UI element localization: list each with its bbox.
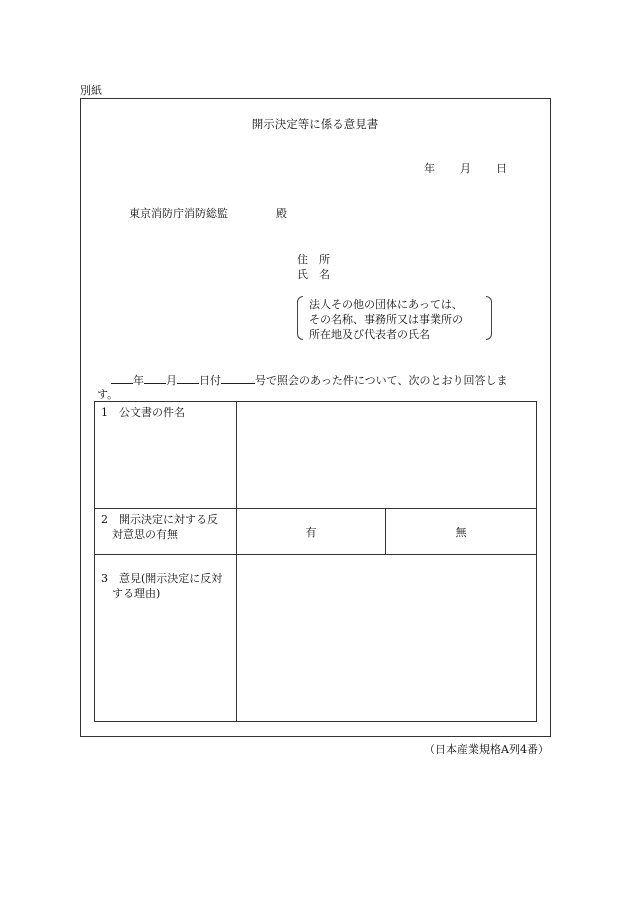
date-year-label: 年: [424, 162, 435, 175]
table-row-subject: [95, 402, 537, 509]
sentence-rest: 号で照会のあった件について、次のとおり回答しま: [255, 374, 508, 387]
blank-year[interactable]: [111, 372, 133, 384]
option-yes: 有: [305, 525, 317, 539]
opinion-label-line-1: 3 意見(開示決定に反対: [101, 572, 223, 585]
blank-month[interactable]: [144, 372, 166, 384]
option-no: 無: [455, 525, 467, 539]
reply-sentence-continuation: す。: [97, 388, 119, 401]
blank-number[interactable]: [221, 372, 255, 384]
subject-label-cell: [95, 402, 237, 509]
sentence-day-dated: 日付: [199, 374, 221, 387]
left-bracket: [297, 296, 303, 340]
sentence-year: 年: [133, 374, 144, 387]
addressee-name: 東京消防庁消防総監: [129, 207, 228, 220]
appendix-label: 別紙: [80, 84, 102, 97]
reply-sentence: [111, 372, 507, 388]
sentence-month: 月: [166, 374, 177, 387]
corporate-note-line-1: 法人その他の団体にあっては、: [309, 298, 463, 311]
sender-address-label: 住 所: [297, 253, 330, 266]
date-month-label: 月: [460, 162, 471, 175]
date-day-label: 日: [496, 162, 507, 175]
document-title: 開示決定等に係る意見書: [251, 117, 379, 131]
blank-day[interactable]: [177, 372, 199, 384]
option-no-cell[interactable]: [386, 509, 537, 555]
right-bracket: [486, 296, 492, 340]
objection-label-line-2: 対意思の有無: [101, 528, 178, 541]
addressee-honorific: 殿: [276, 207, 287, 220]
opinion-label-cell: [95, 555, 237, 722]
subject-entry-cell[interactable]: [237, 402, 537, 509]
corporate-note: [297, 296, 492, 340]
opinion-entry-cell[interactable]: [237, 555, 537, 722]
corporate-note-line-2: その名称、事務所又は事業所の: [309, 313, 463, 326]
paper-size-note: （日本産業規格A列4番）: [424, 743, 549, 756]
objection-label-line-1: 2 開示決定に対する反: [101, 513, 218, 526]
corporate-note-line-3: 所在地及び代表者の氏名: [309, 328, 430, 341]
table-row-objection: [95, 509, 537, 555]
opinion-table: [94, 401, 537, 722]
subject-label: 1 公文書の件名: [101, 406, 185, 419]
option-yes-cell[interactable]: [237, 509, 386, 555]
opinion-label-line-2: する理由): [101, 587, 161, 600]
table-row-opinion: [95, 555, 537, 722]
sender-name-label: 氏 名: [297, 268, 330, 281]
objection-label-cell: [95, 509, 237, 555]
